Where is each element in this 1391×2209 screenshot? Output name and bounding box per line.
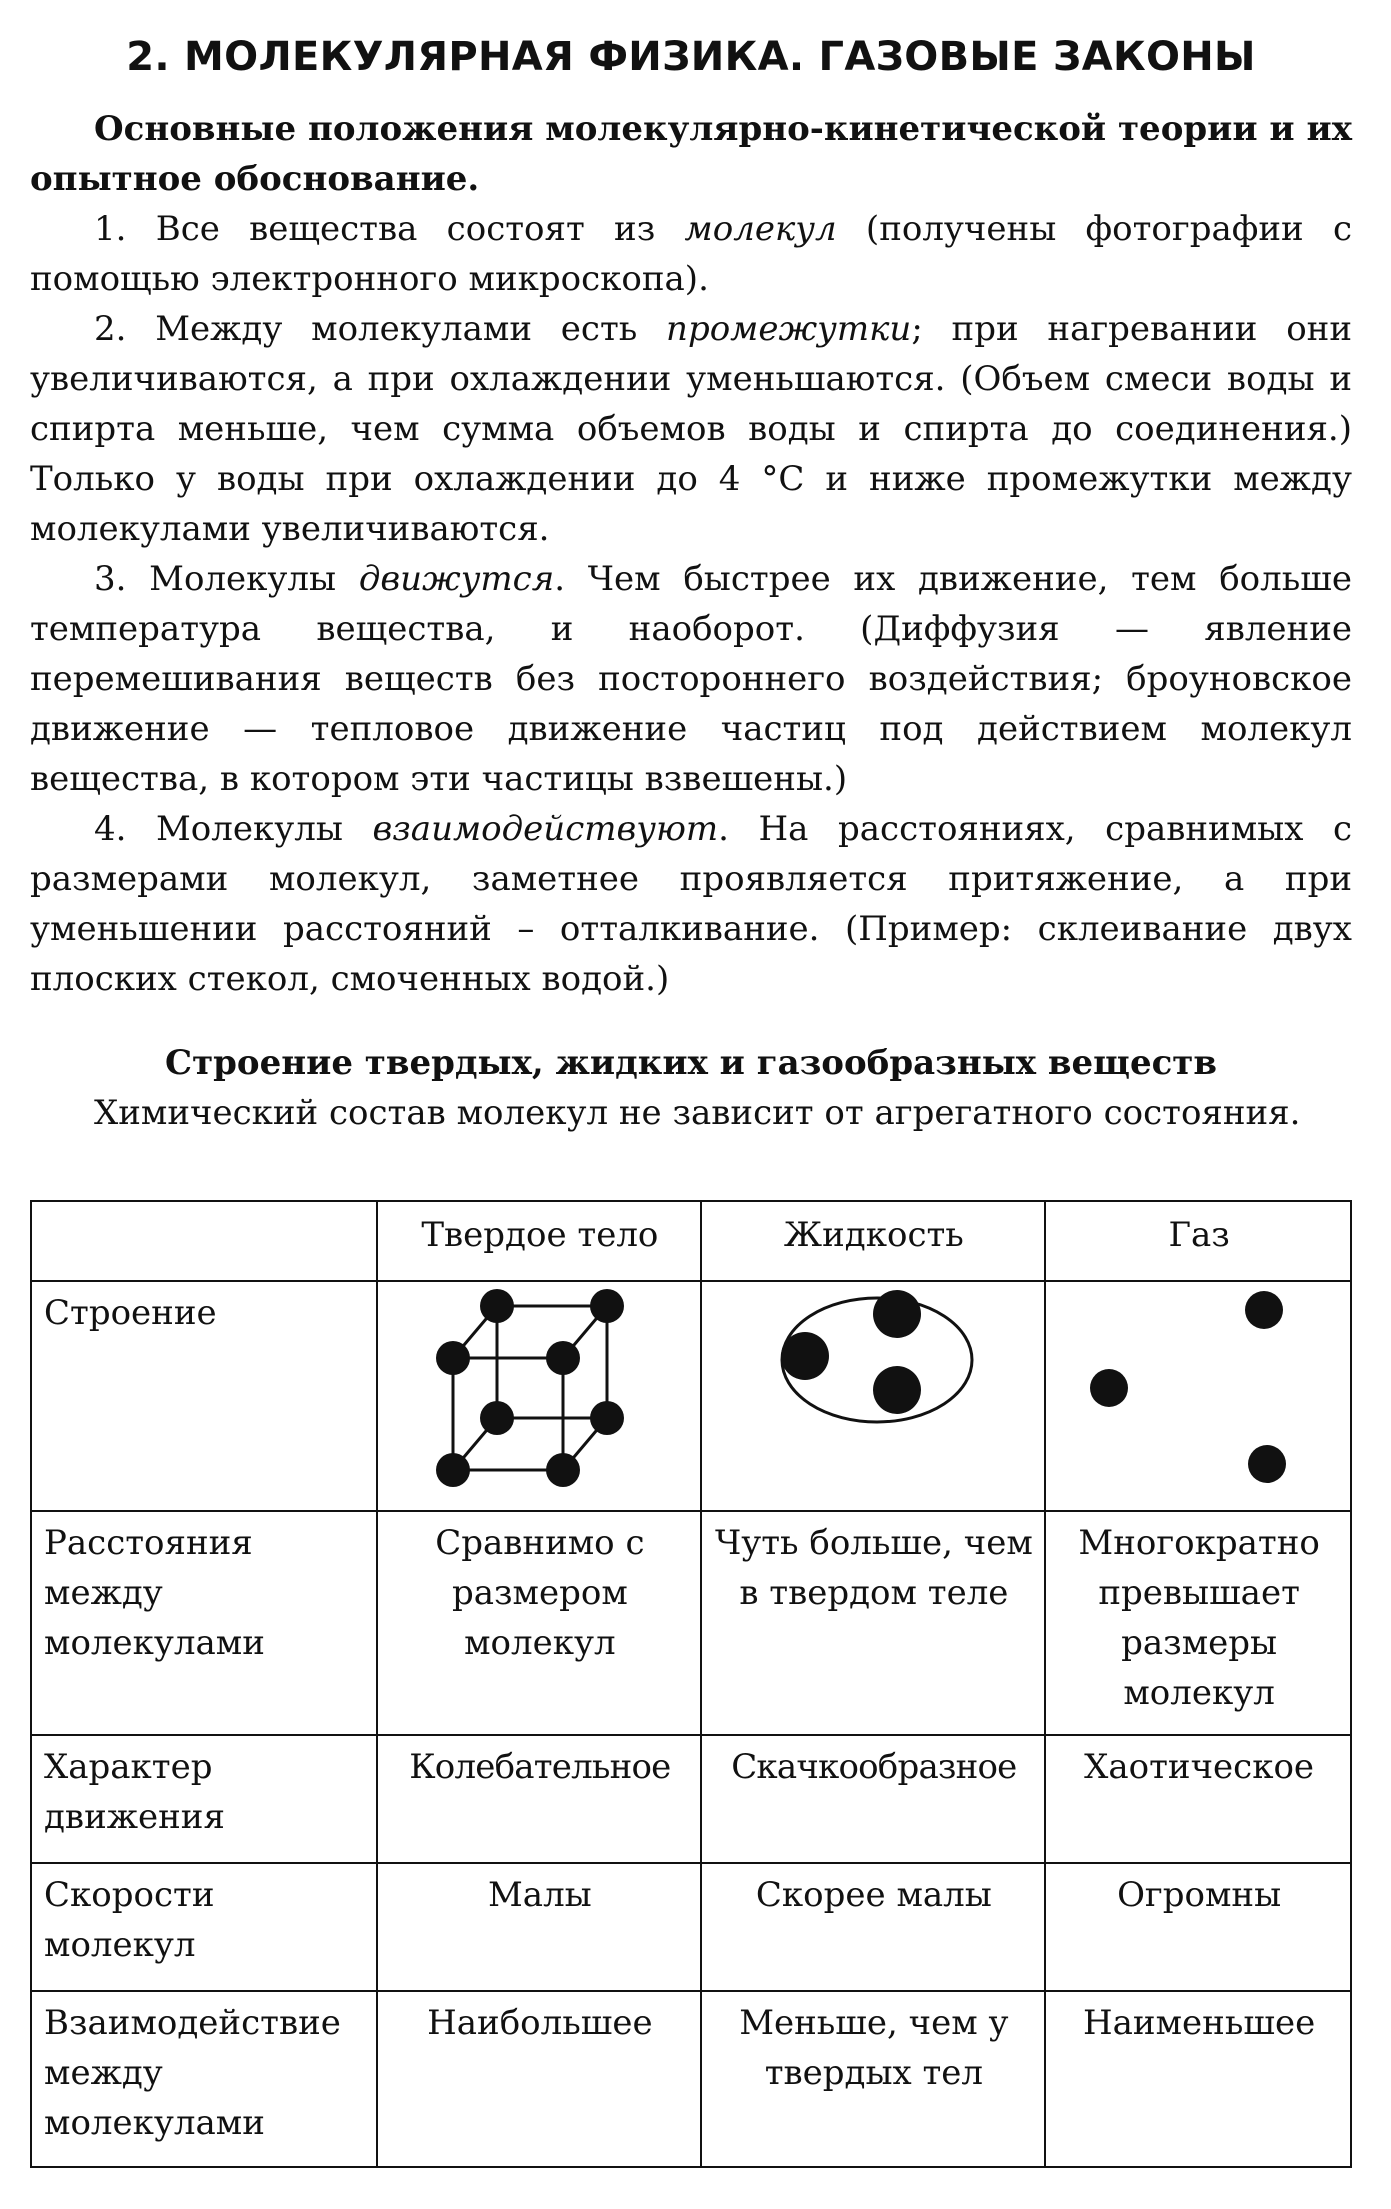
- section-heading-mkt: Основные положения молекулярно-кинетической теории и их опытное обоснование.: [30, 109, 1352, 199]
- point-keyword: промежутки: [666, 309, 912, 349]
- page: [30, 34, 1352, 2143]
- cell-gas-structure: [1045, 1281, 1351, 1511]
- point-keyword: взаимодействуют: [372, 809, 719, 849]
- point-text: 4. Молекулы: [94, 809, 373, 849]
- cell-liquid-motion: Скачкообразное: [701, 1735, 1046, 1863]
- lattice-molecules: [436, 1289, 624, 1487]
- cell-gas-speed: Огромны: [1045, 1863, 1351, 1991]
- liquid-molecule: [873, 1290, 921, 1338]
- row-label-interaction: Взаимодействие между молекулами: [31, 1991, 377, 2167]
- liquid-molecule: [873, 1366, 921, 1414]
- states-of-matter-table: [30, 1200, 1352, 2168]
- point-text: . Чем быстрее их движение, тем больше температура вещества, и наоборот. (Диффузия — явление перемешивания веществ без постороннего воздействия; броуновское движение — тепловое движение частиц под действием молекул вещества, в котором эти частицы взвешены.): [30, 559, 1352, 799]
- table-header-solid: Твердое тело: [377, 1201, 700, 1281]
- table-row: [31, 1863, 1351, 1991]
- cell-gas-distance: Многократно превышает размеры молекул: [1045, 1511, 1351, 1735]
- point-text: ; при нагревании они увеличиваются, а при охлаждении уменьшаются. (Объем смеси воды и спирта меньше, чем сумма объемов воды и спирта до соединения.) Только у воды при охлаждении до 4 °С и ниже промежутки между молекулами увеличиваются.: [30, 309, 1352, 549]
- liquid-molecule: [781, 1332, 829, 1380]
- mkt-point-1: [30, 204, 1352, 304]
- table-header-gas: Газ: [1045, 1201, 1351, 1281]
- table-row: [31, 1991, 1351, 2167]
- table-header-row: [31, 1201, 1351, 1281]
- table-row: [31, 1511, 1351, 1735]
- gas-molecules-diagram: [1069, 1288, 1329, 1488]
- point-text: 1. Все вещества состоят из: [94, 209, 685, 249]
- point-text: 2. Между молекулами есть: [94, 309, 667, 349]
- cell-solid-interaction: Наибольшее: [377, 1991, 700, 2167]
- page-title: 2. МОЛЕКУЛЯРНАЯ ФИЗИКА. ГАЗОВЫЕ ЗАКОНЫ: [126, 34, 1256, 80]
- cell-solid-structure: [377, 1281, 700, 1511]
- table-header-empty: [31, 1201, 377, 1281]
- cell-liquid-speed: Скорее малы: [701, 1863, 1046, 1991]
- cell-solid-motion: Колебательное: [377, 1735, 700, 1863]
- point-text: . На расстояниях, сравнимых с размерами молекул, заметнее проявляется притяжение, а при уменьшении расстояний – отталкивание. (Пример: склеивание двух плоских стекол, смоченных водой.): [30, 809, 1352, 999]
- mkt-point-3: [30, 554, 1352, 804]
- table-row: [31, 1735, 1351, 1863]
- table-header-liquid: Жидкость: [701, 1201, 1046, 1281]
- point-text: 3. Молекулы: [94, 559, 359, 599]
- solid-lattice-diagram: [425, 1288, 655, 1498]
- row-label-structure: Строение: [31, 1281, 377, 1511]
- mkt-point-4: [30, 804, 1352, 1004]
- cell-liquid-distance: Чуть больше, чем в твердом теле: [701, 1511, 1046, 1735]
- liquid-molecules-diagram: [759, 1288, 989, 1468]
- cell-solid-distance: Сравнимо с размером молекул: [377, 1511, 700, 1735]
- mkt-point-2: [30, 304, 1352, 554]
- gas-molecule: [1245, 1291, 1283, 1329]
- row-label-motion: Характер движения: [31, 1735, 377, 1863]
- row-label-speed: Скорости молекул: [31, 1863, 377, 1991]
- lattice-edges: [453, 1306, 607, 1470]
- gas-molecule: [1090, 1369, 1128, 1407]
- row-label-distances: Расстояния между молекулами: [31, 1511, 377, 1735]
- section-heading-structure: Строение твердых, жидких и газообразных веществ: [165, 1043, 1217, 1083]
- point-keyword: движутся: [358, 559, 555, 599]
- cell-liquid-structure: [701, 1281, 1046, 1511]
- structure-intro: Химический состав молекул не зависит от агрегатного состояния.: [94, 1093, 1301, 1133]
- cell-gas-motion: Хаотическое: [1045, 1735, 1351, 1863]
- table-row: [31, 1281, 1351, 1511]
- point-text: (получены фотографии с помощью электронного микроскопа).: [30, 209, 1352, 299]
- cell-gas-interaction: Наименьшее: [1045, 1991, 1351, 2167]
- gas-molecule: [1248, 1445, 1286, 1483]
- cell-liquid-interaction: Меньше, чем у твердых тел: [701, 1991, 1046, 2167]
- cell-solid-speed: Малы: [377, 1863, 700, 1991]
- point-keyword: молекул: [684, 209, 837, 249]
